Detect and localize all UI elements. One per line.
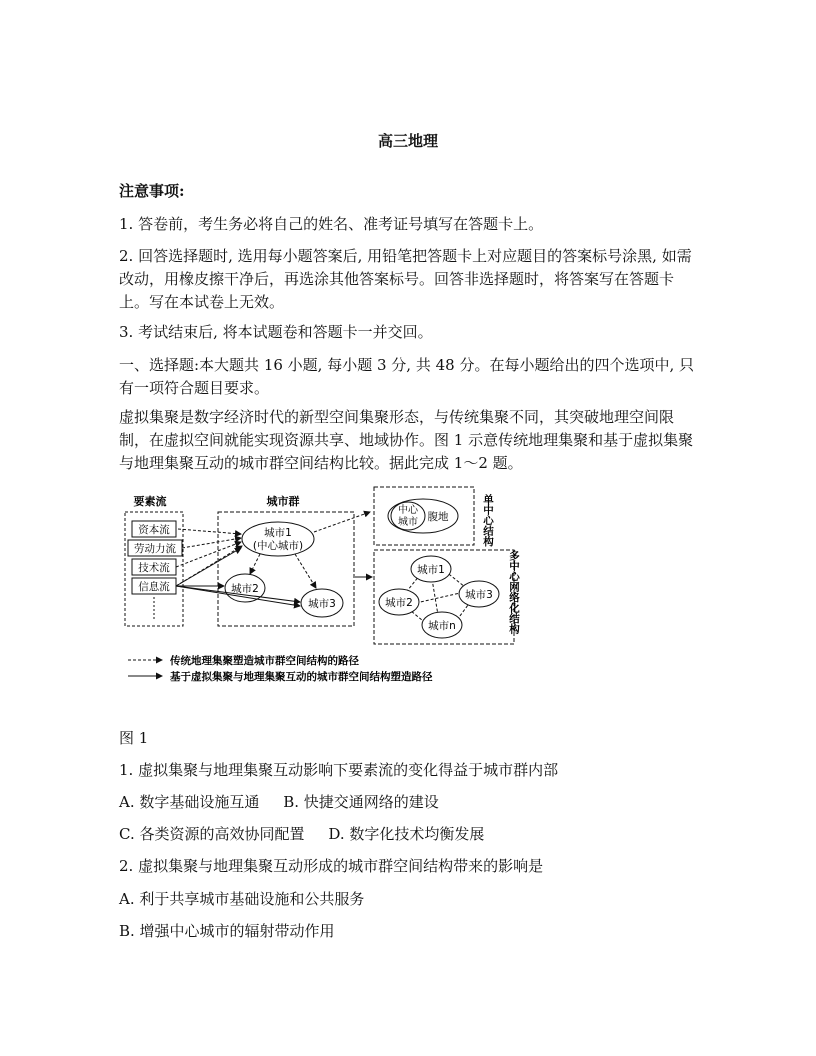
technology-flow-label: 技术流: [138, 562, 170, 574]
capital-flow-label: 资本流: [138, 524, 170, 536]
question-2-option-a: A. 利于共享城市基础设施和公共服务: [119, 890, 365, 908]
notice-item-2: 2. 回答选择题时, 选用每小题答案后, 用铅笔把答题卡上对应题目的答案标号涂黑, 如需改动，用橡皮擦干净后，再选涂其他答案标号。回答非选择题时，将答案写在答题卡上。写在本试卷上无效。: [119, 247, 692, 311]
city2-label: 城市2: [231, 583, 259, 595]
section-one-instructions: 一、选择题:本大题共 16 小题, 每小题 3 分, 共 48 分。在每小题给出的四个选项中, 只有一项符合题目要求。: [119, 356, 694, 397]
center-city-sublabel: 城市: [398, 517, 418, 528]
multi-center-label: 多中心网络化结构: [508, 550, 520, 634]
labor-flow-label: 劳动力流: [134, 543, 176, 555]
figure-1-diagram: [120, 482, 540, 687]
question-1-options-row2: [119, 823, 699, 846]
notice-item-1: 1. 答卷前，考生务必将自己的姓名、准考证号填写在答题卡上。: [119, 215, 544, 233]
factor-flow-label: 要素流: [133, 495, 167, 508]
notice-item-3: 3. 考试结束后, 将本试题卷和答题卡一并交回。: [119, 323, 433, 341]
notice-heading: 注意事项:: [119, 182, 185, 200]
city1-sublabel: (中心城市): [252, 540, 304, 552]
page-title: 高三地理: [377, 132, 438, 150]
net-city1-label: 城市1: [417, 564, 445, 576]
question-2-stem: 2. 虚拟集聚与地理集聚互动形成的城市群空间结构带来的影响是: [119, 857, 544, 875]
solid-paths: [176, 548, 372, 606]
net-city3-label: 城市3: [465, 589, 493, 601]
city3-label: 城市3: [308, 598, 336, 610]
figure-caption: 图 1: [119, 729, 149, 747]
city1-label: 城市1: [264, 527, 292, 539]
question-1-option-b: B. 快捷交通网络的建设: [283, 793, 439, 811]
city-group-label: 城市群: [266, 495, 300, 508]
city-cluster-structure-diagram: [120, 482, 540, 687]
question-1-option-d: D. 数字化技术均衡发展: [328, 825, 485, 843]
question-1-options-row1: [119, 791, 699, 814]
single-center-label: 单中心结构: [482, 494, 494, 547]
legend-dashed-label: 传统地理集聚塑造城市群空间结构的路径: [170, 655, 359, 667]
net-city2-label: 城市2: [385, 597, 413, 609]
question-1-option-a: A. 数字基础设施互通: [119, 793, 260, 811]
question-2-option-b: B. 增强中心城市的辐射带动作用: [119, 922, 335, 940]
information-flow-label: 信息流: [138, 581, 170, 593]
net-cityn-label: 城市n: [428, 620, 456, 632]
hinterland-label: 腹地: [427, 511, 449, 523]
legend-solid-label: 基于虚拟集聚与地理集聚互动的城市群空间结构塑造路径: [170, 671, 433, 683]
center-city-label: 中心: [398, 505, 418, 516]
question-1-stem: 1. 虚拟集聚与地理集聚互动影响下要素流的变化得益于城市群内部: [119, 761, 559, 779]
question-1-option-c: C. 各类资源的高效协同配置: [119, 825, 305, 843]
passage-text: 虚拟集聚是数字经济时代的新型空间集聚形态，与传统集聚不同，其突破地理空间限制，在虚拟空间就能实现资源共享、地域协作。图 1 示意传统地理集聚和基于虚拟集聚与地理集聚互动的城市群空间结构比较。据此完成 1～2 题。: [119, 408, 694, 472]
